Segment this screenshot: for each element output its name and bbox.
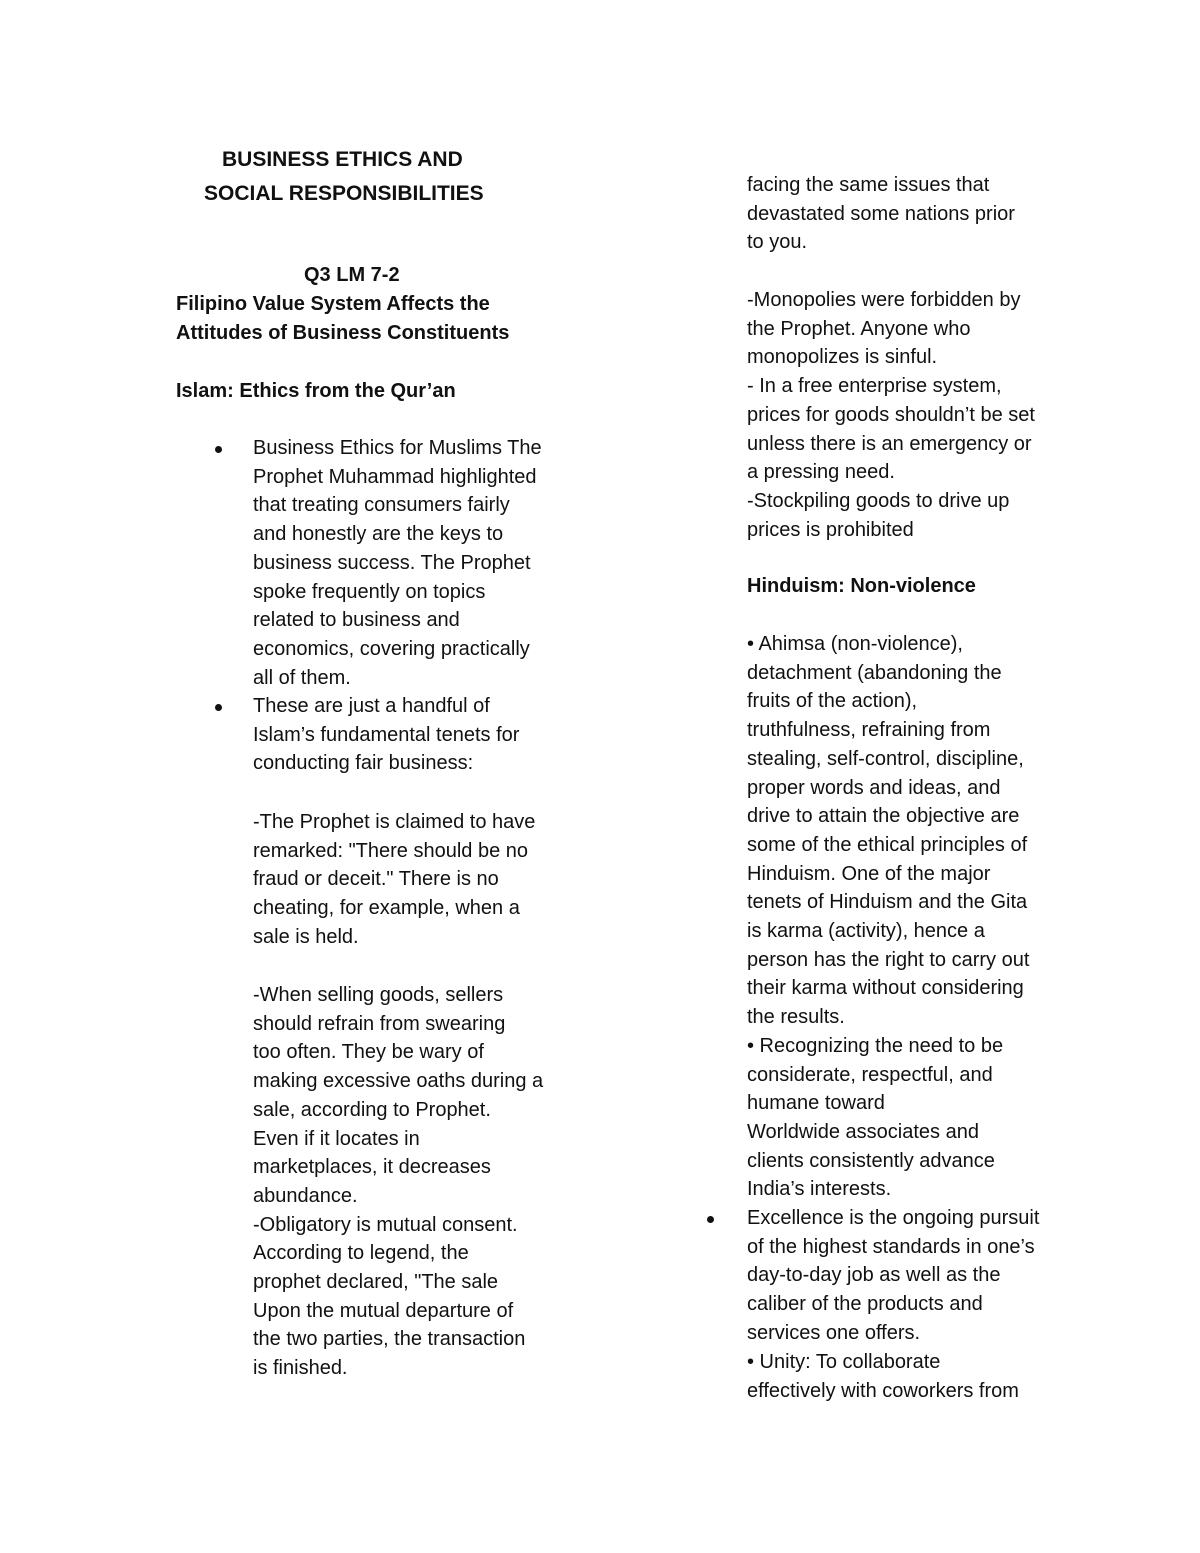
swearing-line: too often. They be wary of	[253, 1041, 484, 1064]
monopoly-line: prices is prohibited	[747, 518, 914, 541]
ahimsa-line: fruits of the action),	[747, 690, 918, 713]
fraud-line: -The Prophet is claimed to have	[253, 811, 536, 833]
unity-line: • Unity: To collaborate	[747, 1351, 941, 1373]
monopoly-line: unless there is an emergency or	[747, 432, 1032, 455]
fraud-line: remarked: "There should be no	[253, 839, 529, 862]
title-line-2: SOCIAL RESPONSIBILITIES	[204, 182, 484, 205]
cont-line: facing the same issues that	[747, 174, 990, 196]
title-line-1: BUSINESS ETHICS AND	[222, 148, 463, 171]
monopoly-line: -Monopolies were forbidden by	[747, 289, 1021, 311]
fraud-line: fraud or deceit." There is no	[253, 868, 499, 891]
swearing-line: is finished.	[253, 1357, 348, 1380]
fraud-line: cheating, for example, when a	[253, 897, 520, 920]
swearing-line: sale, according to Prophet.	[253, 1098, 491, 1121]
monopoly-line: - In a free enterprise system,	[747, 375, 1002, 398]
ahimsa-line: their karma without considering	[747, 977, 1024, 1000]
bullet1-line: Prophet Muhammad highlighted	[253, 465, 537, 488]
bullet1-line: business success. The Prophet	[253, 551, 531, 574]
swearing-line: -Obligatory is mutual consent.	[253, 1213, 518, 1236]
bullet-dot-3	[707, 1216, 714, 1223]
bullet2-line: These are just a handful of	[253, 695, 490, 717]
excellence-line: of the highest standards in one’s	[747, 1235, 1035, 1258]
swearing-line: Upon the mutual departure of	[253, 1299, 514, 1322]
ahimsa-line: tenets of Hinduism and the Gita	[747, 891, 1028, 914]
subtitle-line-1: Filipino Value System Affects the	[176, 293, 490, 315]
ahimsa-line: person has the right to carry out	[747, 948, 1030, 971]
bullet1-line: Business Ethics for Muslims The	[253, 437, 542, 459]
monopoly-line: monopolizes is sinful.	[747, 346, 938, 369]
excellence-line: caliber of the products and	[747, 1293, 983, 1316]
unity-line: effectively with coworkers from	[747, 1379, 1019, 1402]
swearing-line: abundance.	[253, 1184, 358, 1207]
monopoly-line: prices for goods shouldn’t be set	[747, 403, 1035, 426]
monopoly-line: a pressing need.	[747, 461, 895, 484]
fraud-line: sale is held.	[253, 925, 359, 948]
swearing-line: marketplaces, it decreases	[253, 1156, 491, 1179]
swearing-line: making excessive oaths during a	[253, 1070, 544, 1093]
bullet1-line: and honestly are the keys to	[253, 523, 504, 546]
cont-line: to you.	[747, 231, 808, 254]
ahimsa-line: • Recognizing the need to be	[747, 1034, 1004, 1057]
ahimsa-line: stealing, self-control, discipline,	[747, 747, 1024, 770]
ahimsa-line: the results.	[747, 1006, 845, 1029]
swearing-line: According to legend, the	[253, 1242, 469, 1265]
bullet2-line: Islam’s fundamental tenets for	[253, 723, 520, 746]
ahimsa-line: Worldwide associates and	[747, 1120, 979, 1143]
ahimsa-line: India’s interests.	[747, 1178, 892, 1201]
ahimsa-line: considerate, respectful, and	[747, 1063, 993, 1086]
ahimsa-line: drive to attain the objective are	[747, 805, 1020, 828]
bullet-dot-1	[215, 446, 222, 453]
bullet2-line: conducting fair business:	[253, 752, 474, 775]
bullet1-line: related to business and	[253, 609, 460, 632]
ahimsa-line: • Ahimsa (non-violence),	[747, 633, 963, 655]
excellence-line: Excellence is the ongoing pursuit	[747, 1207, 1040, 1229]
islam-heading: Islam: Ethics from the Qur’an	[176, 380, 456, 402]
swearing-line: -When selling goods, sellers	[253, 984, 504, 1006]
excellence-line: day-to-day job as well as the	[747, 1264, 1001, 1287]
ahimsa-line: humane toward	[747, 1092, 885, 1115]
cont-line: devastated some nations prior	[747, 202, 1015, 225]
ahimsa-line: Hinduism. One of the major	[747, 862, 991, 885]
subtitle-line-2: Attitudes of Business Constituents	[176, 322, 510, 344]
swearing-line: Even if it locates in	[253, 1127, 420, 1150]
swearing-line: should refrain from swearing	[253, 1012, 506, 1035]
ahimsa-line: detachment (abandoning the	[747, 661, 1002, 684]
bullet1-line: spoke frequently on topics	[253, 580, 486, 603]
ahimsa-line: truthfulness, refraining from	[747, 719, 991, 742]
swearing-line: the two parties, the transaction	[253, 1328, 526, 1351]
bullet-dot-2	[215, 704, 222, 711]
bullet1-line: economics, covering practically	[253, 637, 530, 660]
ahimsa-line: proper words and ideas, and	[747, 776, 1001, 799]
swearing-line: prophet declared, "The sale	[253, 1271, 499, 1293]
ahimsa-line: is karma (activity), hence a	[747, 920, 985, 942]
hinduism-heading: Hinduism: Non-violence	[747, 575, 976, 597]
excellence-line: services one offers.	[747, 1321, 921, 1344]
bullet1-line: all of them.	[253, 666, 351, 689]
bullet1-line: that treating consumers fairly	[253, 494, 510, 517]
lesson-code: Q3 LM 7-2	[304, 264, 400, 286]
ahimsa-line: clients consistently advance	[747, 1149, 995, 1172]
monopoly-line: -Stockpiling goods to drive up	[747, 489, 1010, 512]
ahimsa-line: some of the ethical principles of	[747, 833, 1028, 856]
monopoly-line: the Prophet. Anyone who	[747, 317, 971, 340]
